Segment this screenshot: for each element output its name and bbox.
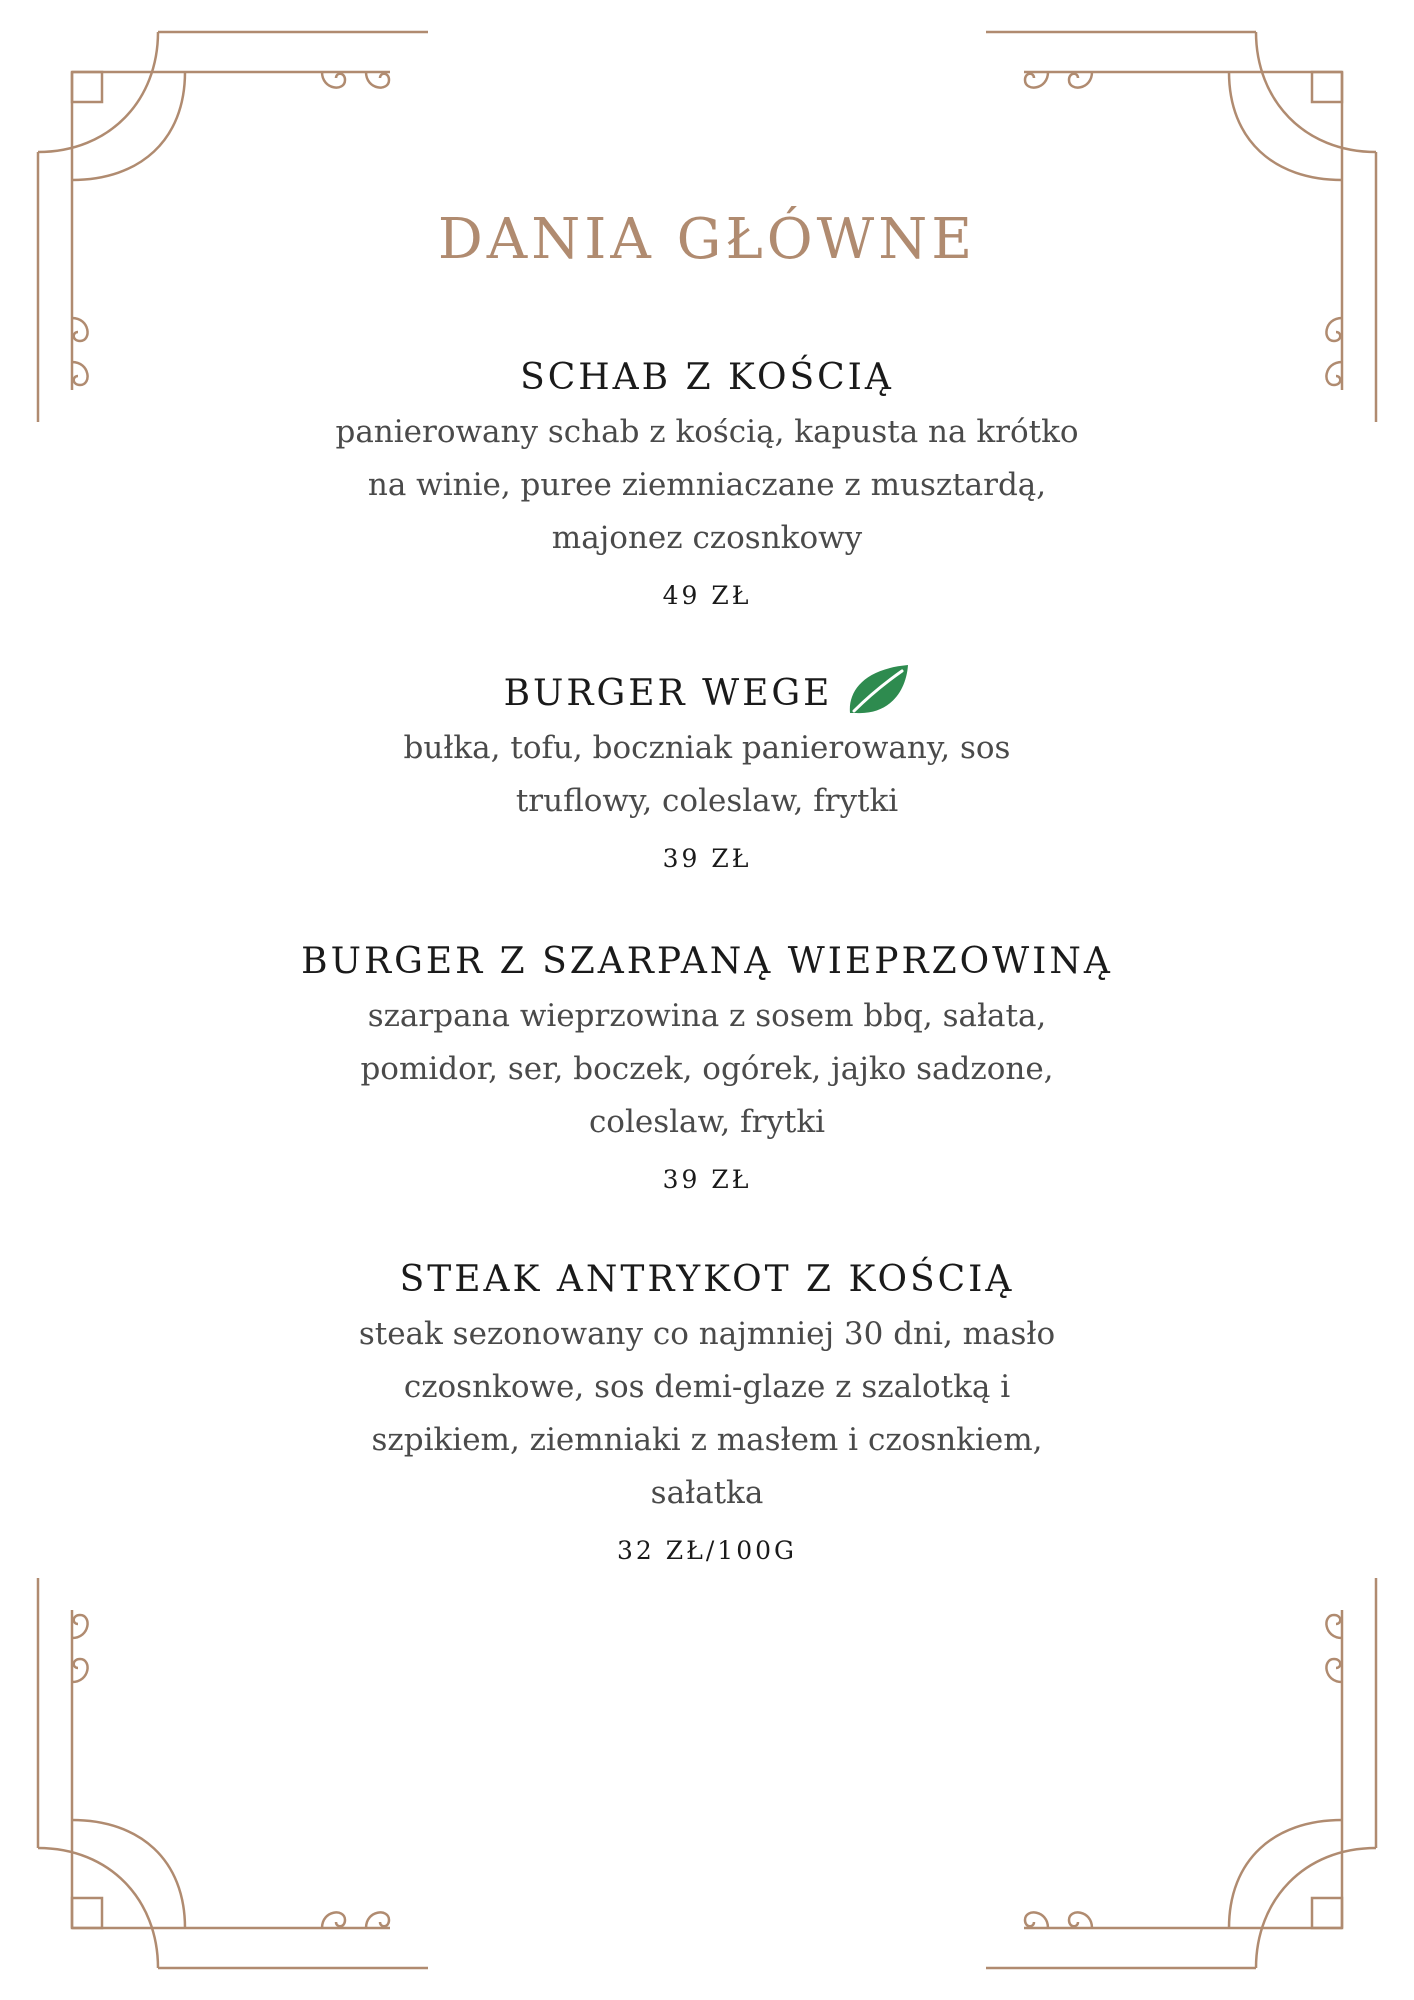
dish-price: 49 ZŁ xyxy=(662,581,752,610)
description-line: szarpana wieprzowina z sosem bbq, sałata, xyxy=(367,998,1047,1034)
dish-description xyxy=(307,990,1107,1149)
description-line: na winie, puree ziemniaczane z musztardą, xyxy=(367,467,1047,503)
description-line: truflowy, coleslaw, frytki xyxy=(515,783,899,819)
dish-description xyxy=(307,406,1107,565)
menu-item xyxy=(301,940,1113,1197)
dish-name: BURGER Z SZARPANĄ WIEPRZOWINĄ xyxy=(301,941,1113,982)
description-line: panierowany schab z kością, kapusta na krótko xyxy=(335,414,1079,450)
dish-name-row xyxy=(307,672,1107,716)
description-line: czosnkowe, sos demi-glaze z szalotką i xyxy=(403,1369,1011,1405)
description-line: majonez czosnkowy xyxy=(551,520,863,556)
description-line: coleslaw, frytki xyxy=(588,1104,826,1140)
vegan-leaf-icon xyxy=(846,663,910,717)
description-line: pomidor, ser, boczek, ogórek, jajko sadzone, xyxy=(360,1051,1054,1087)
dish-price: 39 ZŁ xyxy=(662,844,752,873)
description-line: bułka, tofu, boczniak panierowany, sos xyxy=(403,730,1011,766)
description-line: sałatka xyxy=(650,1475,764,1511)
page-title: DANIA GŁÓWNE xyxy=(437,207,977,272)
dish-description xyxy=(307,1308,1107,1520)
dish-price: 32 ZŁ/100G xyxy=(617,1536,797,1565)
dish-description xyxy=(307,722,1107,828)
dish-name: STEAK ANTRYKOT Z KOŚCIĄ xyxy=(399,1259,1015,1300)
menu-item xyxy=(307,672,1107,876)
menu-item xyxy=(307,356,1107,613)
dish-price: 39 ZŁ xyxy=(662,1165,752,1194)
menu-item xyxy=(307,1258,1107,1568)
description-line: szpikiem, ziemniaki z masłem i czosnkiem, xyxy=(371,1422,1043,1458)
dish-name: BURGER WEGE xyxy=(503,673,833,714)
description-line: steak sezonowany co najmniej 30 dni, masło xyxy=(358,1316,1056,1352)
dish-name: SCHAB Z KOŚCIĄ xyxy=(520,357,894,398)
